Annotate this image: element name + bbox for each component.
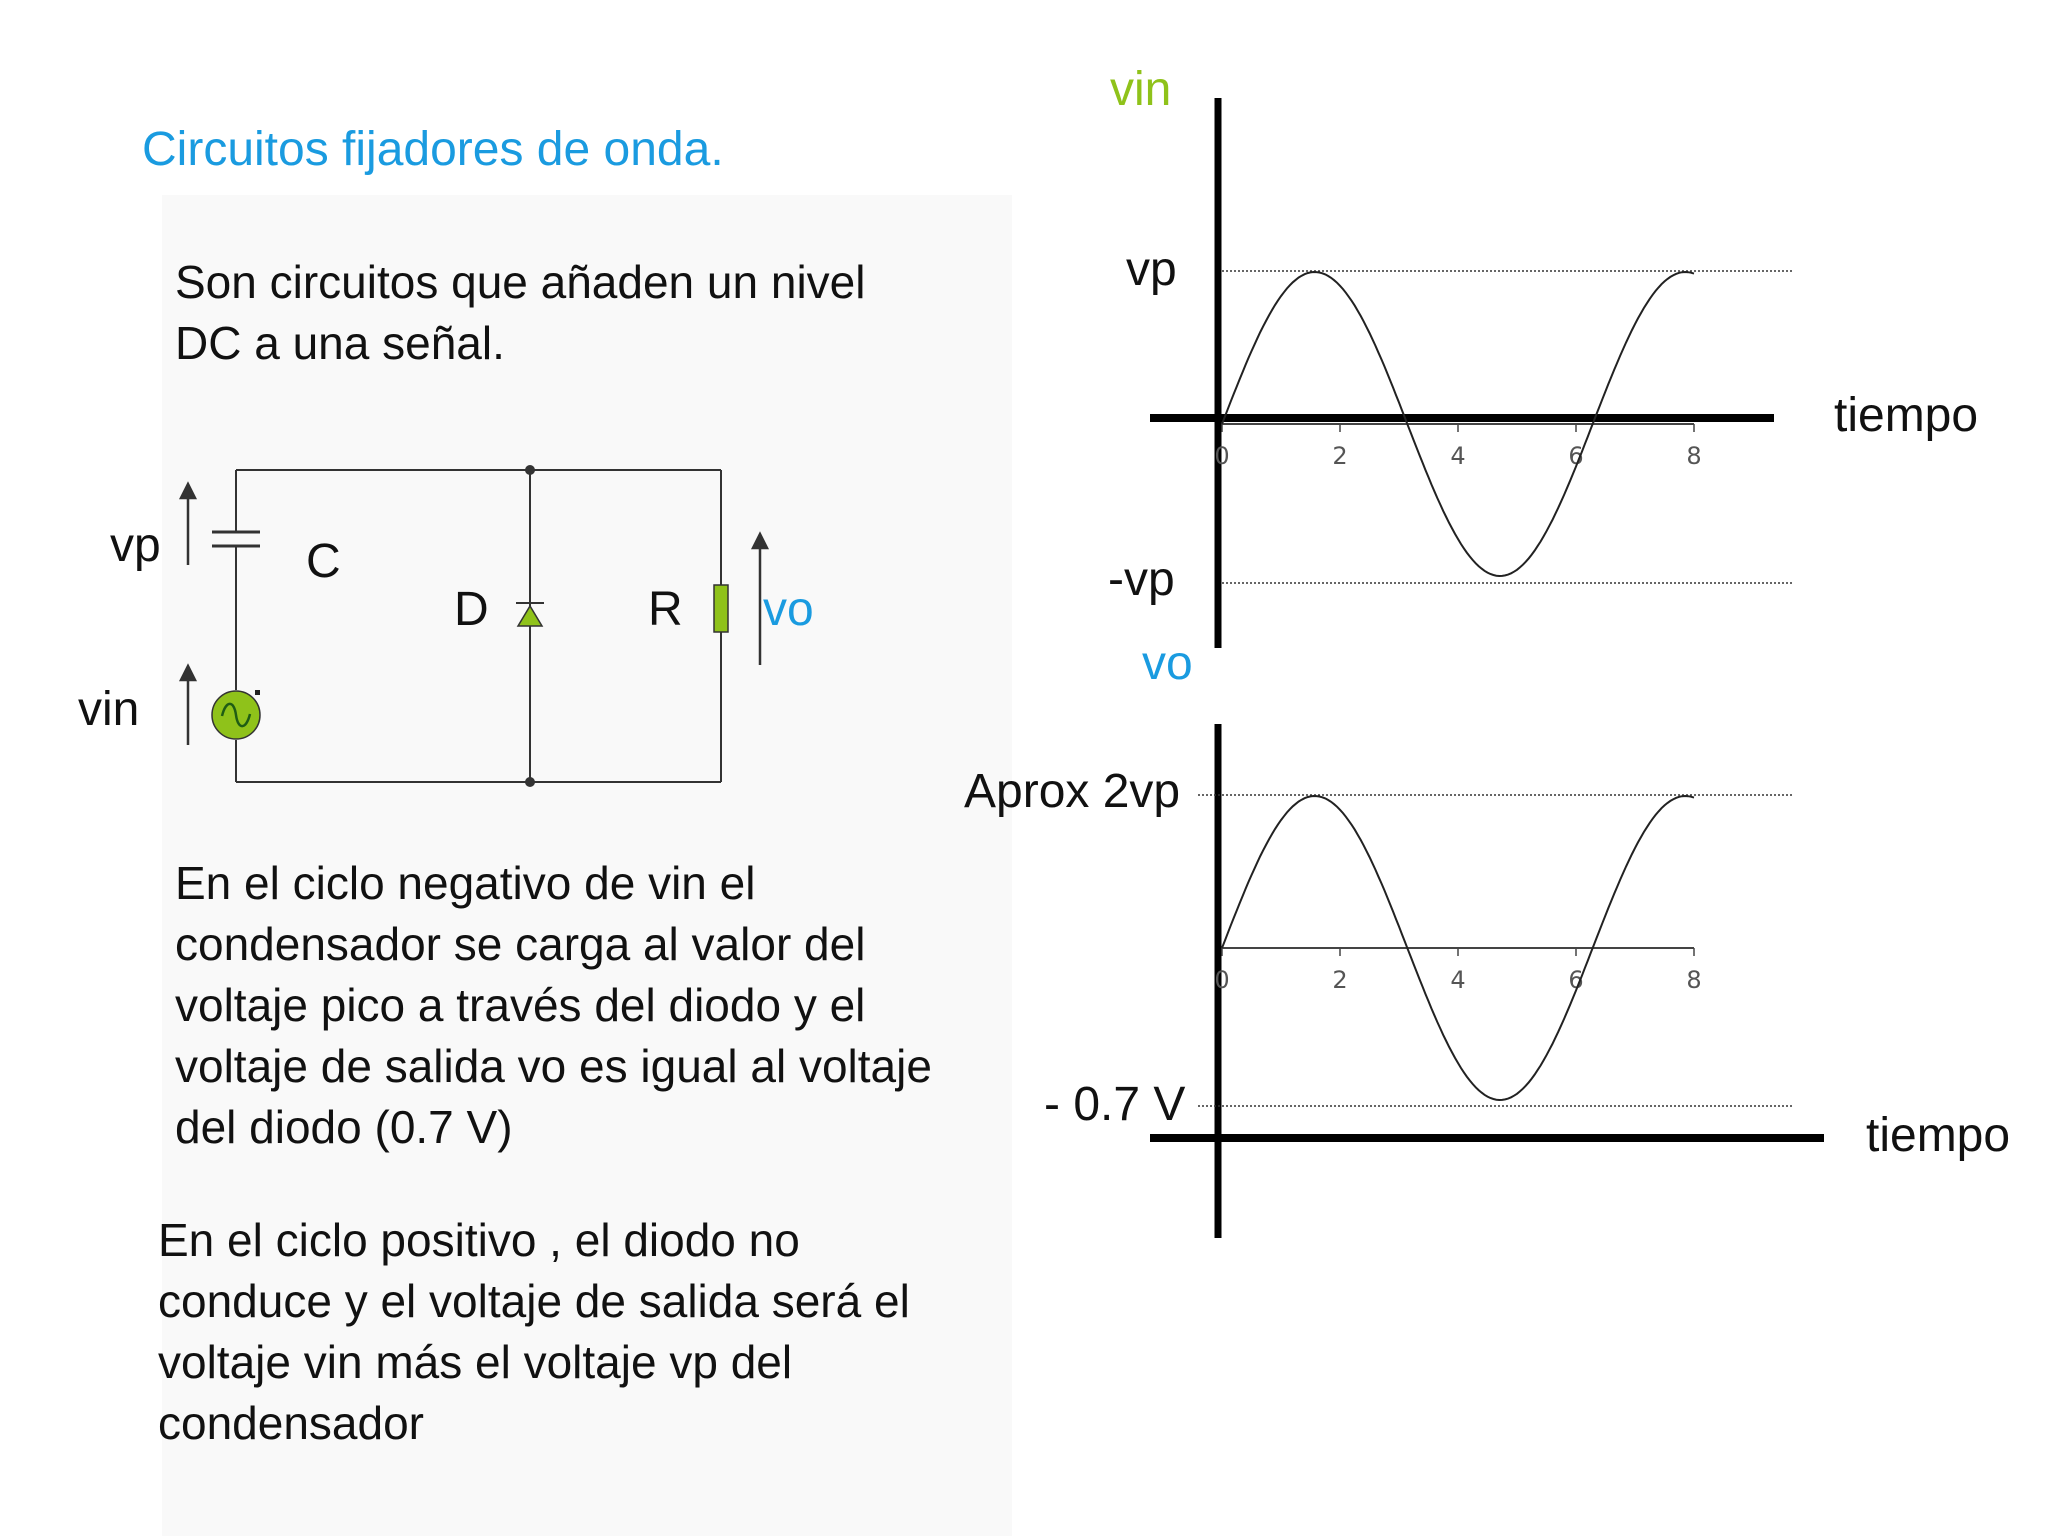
tick-label: 8 [1686, 442, 1702, 470]
circuit-label-vo: vo [763, 583, 814, 636]
axis-gap [1212, 648, 1226, 724]
tick-label: 0 [1214, 966, 1230, 994]
tick-label: 0 [1214, 442, 1230, 470]
circuit-label-vin: vin [78, 683, 140, 736]
graph-out-bottom-level: - 0.7 V [1044, 1078, 1186, 1131]
graph-in-axis-label: vin [1110, 63, 1172, 116]
circuit-label-c: C [306, 535, 341, 588]
circuit-label-d: D [454, 583, 489, 636]
negative-cycle-paragraph: En el ciclo negativo de vin el condensador se carga al valor del voltaje pico a través del diodo y el voltaje de salida vo es igual al voltaje del diodo (0.7 V) [175, 857, 932, 1153]
graph-in-top-level: vp [1126, 243, 1177, 296]
tick-label: 4 [1450, 966, 1466, 994]
tick-label: 4 [1450, 442, 1466, 470]
tick-label: 2 [1332, 966, 1348, 994]
circuit-label-r: R [648, 583, 683, 636]
graph-in-time-label: tiempo [1834, 389, 1979, 442]
tick-label: 8 [1686, 966, 1702, 994]
tick-label: 6 [1568, 966, 1584, 994]
ticks-out [1214, 948, 1701, 994]
ticks-in [1214, 424, 1701, 470]
positive-cycle-paragraph: En el ciclo positivo , el diodo no conduce y el voltaje de salida será el voltaje vin más el voltaje vp del condensador [158, 1214, 910, 1449]
tick-label: 6 [1568, 442, 1584, 470]
tick-label: 2 [1332, 442, 1348, 470]
circuit-label-vp: vp [110, 519, 161, 572]
slide-title: Circuitos fijadores de onda. [142, 123, 724, 176]
graph-out-top-level: Aprox 2vp [964, 765, 1181, 818]
graph-in-bottom-level: -vp [1108, 553, 1175, 606]
intro-paragraph: Son circuitos que añaden un nivel DC a una señal. [175, 256, 866, 369]
graph-out-axis-label: vo [1142, 637, 1193, 690]
graph-out-time-label: tiempo [1866, 1109, 2011, 1162]
